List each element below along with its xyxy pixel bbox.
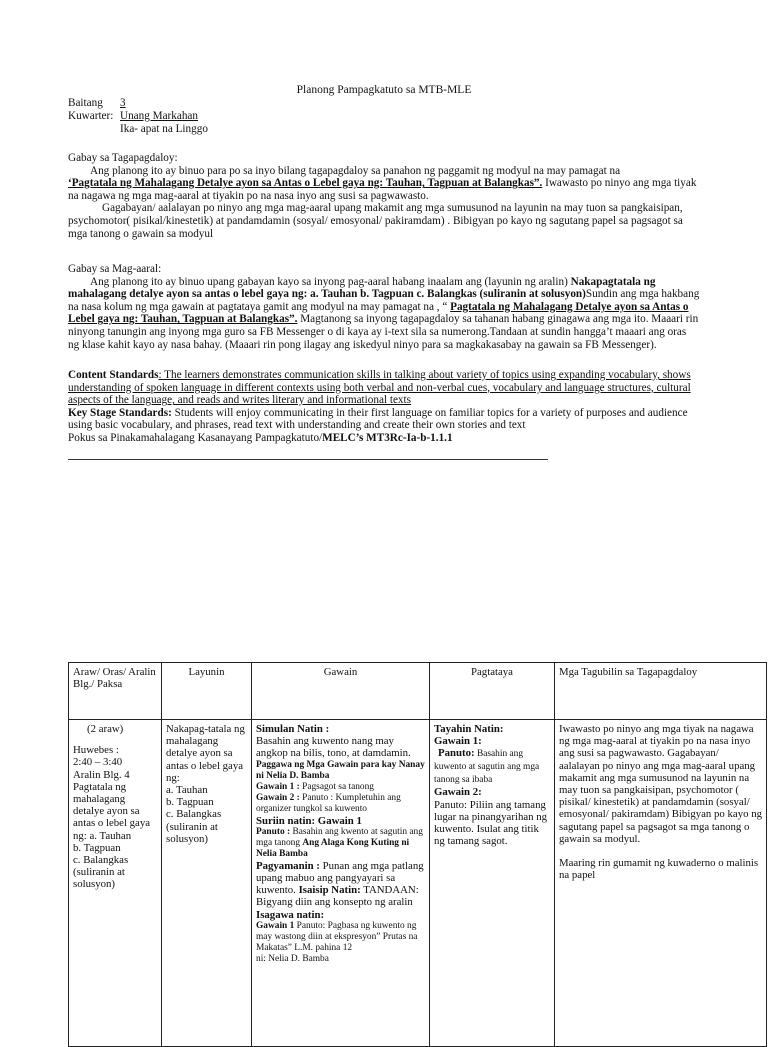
- layunin-b: b. Tagpuan: [166, 796, 214, 809]
- gabay-tagapagdaloy-paragraph-1: [68, 165, 700, 203]
- paggawa-text: Paggawa ng Mga Gawain para kay Nanay ni Nelia D. Bamba: [256, 759, 425, 781]
- paragraph-text: Ang planong ito ay binuo para po sa inyo bilang tagapagdaloy sa panahon ng paggamit ng modyul na may pamagat na: [90, 164, 621, 177]
- header-meta: [68, 97, 208, 136]
- panuto-label: Panuto :: [256, 826, 291, 837]
- time-text: 2:40 – 3:40: [73, 756, 123, 769]
- isaisip-text: TANDAAN: Bigyang diin ang konsepto ng aralin: [256, 884, 419, 909]
- baitang-value: 3: [120, 97, 126, 109]
- section-divider: [68, 459, 548, 460]
- story-title: Ang Alaga Kong Kuting ni Nelia Bamba: [256, 837, 410, 859]
- linggo-row: Ika- apat na Linggo: [120, 123, 208, 135]
- days-text: (2 araw): [87, 723, 124, 735]
- gawain-2-text: Panuto: Piliin ang tamang lugar na pinangyarihan ng kuwento. Isulat ang titik ng tamang sagot.: [434, 798, 548, 848]
- melc-line: [68, 432, 700, 445]
- layunin-a: a. Tauhan: [166, 784, 208, 797]
- key-stage-label: Key Stage Standards:: [68, 406, 172, 419]
- header-layunin: Layunin: [162, 663, 252, 720]
- isaisip-heading: Isaisip Natin:: [298, 884, 361, 897]
- aralin-text: Aralin Blg. 4: [73, 768, 130, 781]
- table-header-row: [69, 663, 767, 720]
- simulan-heading: Simulan Natin :: [256, 723, 330, 735]
- header-gawain: Gawain: [252, 663, 430, 720]
- lesson-plan-table: [68, 662, 767, 1047]
- kuwarter-label: Kuwarter:: [68, 110, 114, 122]
- pagyamanin-heading: Pagyamanin :: [256, 859, 320, 872]
- content-standards: [68, 369, 700, 407]
- topic-text: Pagtatala ng mahalagang detalye ayon sa antas o lebel gaya ng: a. Tauhan: [73, 780, 151, 842]
- gabay-mag-aaral-heading: Gabay sa Mag-aaral:: [68, 263, 162, 275]
- cell-pagtataya: [430, 720, 555, 1047]
- gabay-mag-aaral-section: [68, 263, 700, 351]
- header-araw: Araw/ Oras/ Aralin Blg./ Paksa: [69, 663, 162, 720]
- layunin-text: Nakapagtatala ng mahalagang detalye ayon sa antas o lebel gaya ng: a. Tauhan b. Tagpuan c. Balangkas (suliranin at solusyon): [68, 275, 656, 301]
- header-tagubilin: Mga Tagubilin sa Tagapagdaloy: [555, 663, 767, 720]
- gabay-tagapagdaloy-section: [68, 152, 700, 240]
- isagawa-heading: Isagawa natin:: [256, 908, 325, 921]
- header-pagtataya: Pagtataya: [430, 663, 555, 720]
- cell-layunin: [162, 720, 252, 1047]
- module-title: Pagtatala ng Mahalagang Detalye ayon sa Antas o Lebel gaya ng: Tauhan, Tagpuan at Balangkas”.: [68, 300, 689, 326]
- gawain-1-heading: Gawain 1:: [434, 735, 482, 748]
- pagyamanin-line: [256, 860, 425, 909]
- tagubilin-note: Maaring rin gumamit ng kuwaderno o malinis na papel: [559, 857, 759, 882]
- melc-label: Pokus sa Pinakamahalagang Kasanayang Pampagkatuto/: [68, 431, 323, 444]
- gawain-1-line: [256, 782, 425, 793]
- key-stage-standards: [68, 407, 700, 432]
- kuwarter-row: [68, 110, 208, 123]
- content-standards-text: : The learners demonstrates communication skills in talking about variety of topics using expanding vocabulary, shows understanding of spoken language in different contexts using both verbal and non-verbal cues, vocabulary and language structures, cultural aspects of the language, and reads and writes literary and informational texts: [68, 369, 691, 407]
- standards-section: [68, 369, 700, 445]
- topic-c: c. Balangkas (suliranin at solusyon): [73, 854, 129, 891]
- panuto-text: Basahin ang kwento at sagutin ang mga tanong: [256, 826, 423, 848]
- panuto-line: [434, 747, 550, 786]
- key-stage-text: Students will enjoy communicating in their first language on familiar topics for a variety of purposes and audience using basic vocabulary, and phrases, read text with understanding and create their own stories and text: [68, 406, 688, 432]
- melc-code: MELC’s MT3Rc-Ia-b-1.1.1: [322, 431, 453, 444]
- pagyamanin-text: Punan ang mga patlang upang mabuo ang pangyayari sa kuwento.: [256, 859, 424, 897]
- panuto-line: [256, 827, 425, 860]
- document-title: Planong Pampagkatuto sa MTB-MLE: [296, 84, 472, 96]
- simulan-text: Basahin ang kuwento nang may angkop na bilis, tono, at damdamin.: [256, 735, 411, 760]
- baitang-row: [68, 97, 208, 110]
- content-standards-label: Content Standards: [68, 369, 159, 381]
- layunin-text: Nakapag-tatala ng mahalagang detalye ayon sa antas o lebel gaya ng:: [166, 723, 245, 784]
- cell-tagubilin: [555, 720, 767, 1047]
- gawain-2-heading: Gawain 2:: [434, 786, 482, 799]
- gawain-2-label: Gawain 2 :: [256, 792, 300, 803]
- gabay-mag-aaral-paragraph: [68, 276, 700, 352]
- author-text: ni: Nelia D. Bamba: [256, 953, 329, 964]
- paragraph-text: Iwawasto po ninyo ang mga tiyak na nagawa ng mga mag-aaral at tiyakin po na nasa inyo ang susi sa pagwawasto.: [68, 177, 697, 202]
- tagubilin-text: Iwawasto po ninyo ang mga tiyak na nagawa ng mga mag-aaral at tiyakin po na nasa inyo ang susi sa pagwawasto. Gagabayan/ aalalayan po ninyo ang mga mag-aaral upang makamit ang mga sumusunod na layunin na may tuon sa pangkaisipan, psychomotor ( pisikal/ kinestetik) at pandamdamin (sosyal/ emosyonal/ pakiramdam) Bibigyan po kayo ng sagutang papel sa pagsagot sa mga tanong o gawain sa modyul.: [559, 723, 763, 845]
- paragraph-text: Magtanong sa inyong tagapagdaloy sa tahanan habang ginagawa ang mga ito. Maaari rin ninyong tanungin ang inyong mga guro sa FB Messenger o di kaya ay i-text sila sa numerong: [68, 313, 699, 338]
- paragraph-text: .Tandaan at sundin hangga’t maaari ang oras ng klase kahit kayo ay nasa bahay. (Maaari rin pong ilagay ang iskedyul ninyo para sa magkakasabay na gawain sa FB Messenger).: [68, 325, 687, 351]
- layunin-c: c. Balangkas (suliranin at solusyon): [166, 808, 222, 845]
- kuwarter-value: Unang Markahan: [120, 110, 198, 122]
- gawain-2-text: Panuto : Kumpletuhin ang organizer tungkol sa kuwento: [256, 792, 401, 814]
- suriin-heading: Suriin natin: Gawain 1: [256, 814, 362, 827]
- gawain-1-text: Pagsagot sa tanong: [299, 781, 374, 792]
- gabay-tagapagdaloy-heading: Gabay sa Tagapagdaloy:: [68, 152, 178, 164]
- gawain-1b-text: Panuto: Pagbasa ng kuwento ng may wastong diin at ekspresyon” Prutas na Makatas” L.M. pahina 12: [256, 920, 418, 953]
- paragraph-text: Sundin ang mga hakbang na nasa kolum ng mga gawain at pagtataya gamit ang modyul na may pamagat na , “: [68, 288, 700, 313]
- table-row: [69, 720, 767, 1047]
- cell-araw: [69, 720, 162, 1047]
- gawain-1b-line: [256, 921, 425, 954]
- panuto-label: Panuto:: [438, 747, 475, 760]
- gabay-tagapagdaloy-paragraph-2: Gagabayan/ aalalayan po ninyo ang mga mag-aaral upang makamit ang mga sumusunod na layunin na may tuon sa pangkaisipan, psychomotor( pisikal/kinestetik) at pandamdamin (sosyal/ emosyonal/ pakiramdam) . Bibigyan po kayo ng sagutang papel sa pagsagot sa mga tanong o gawain sa modyul: [68, 202, 683, 240]
- cell-gawain: [252, 720, 430, 1047]
- paragraph-text: Ang planong ito ay binuo upang gabayan kayo sa inyong pag-aaral habang inaalam ang (layunin ng aralin): [90, 275, 571, 288]
- module-title: ‘Pagtatala ng Mahalagang Detalye ayon sa Antas o Lebel gaya ng: Tauhan, Tagpuan at Balangkas”.: [68, 177, 543, 190]
- gawain-1b-label: Gawain 1: [256, 920, 295, 931]
- topic-b: b. Tagpuan: [73, 841, 121, 854]
- panuto-text: Basahin ang kuwento at sagutin ang mga tanong sa ibaba: [434, 749, 540, 786]
- tayahin-heading: Tayahin Natin:: [434, 723, 504, 735]
- day-label: Huwebes :: [73, 744, 119, 757]
- gawain-2-line: [256, 793, 425, 815]
- gawain-1-label: Gawain 1 :: [256, 781, 300, 792]
- baitang-label: Baitang: [68, 97, 103, 109]
